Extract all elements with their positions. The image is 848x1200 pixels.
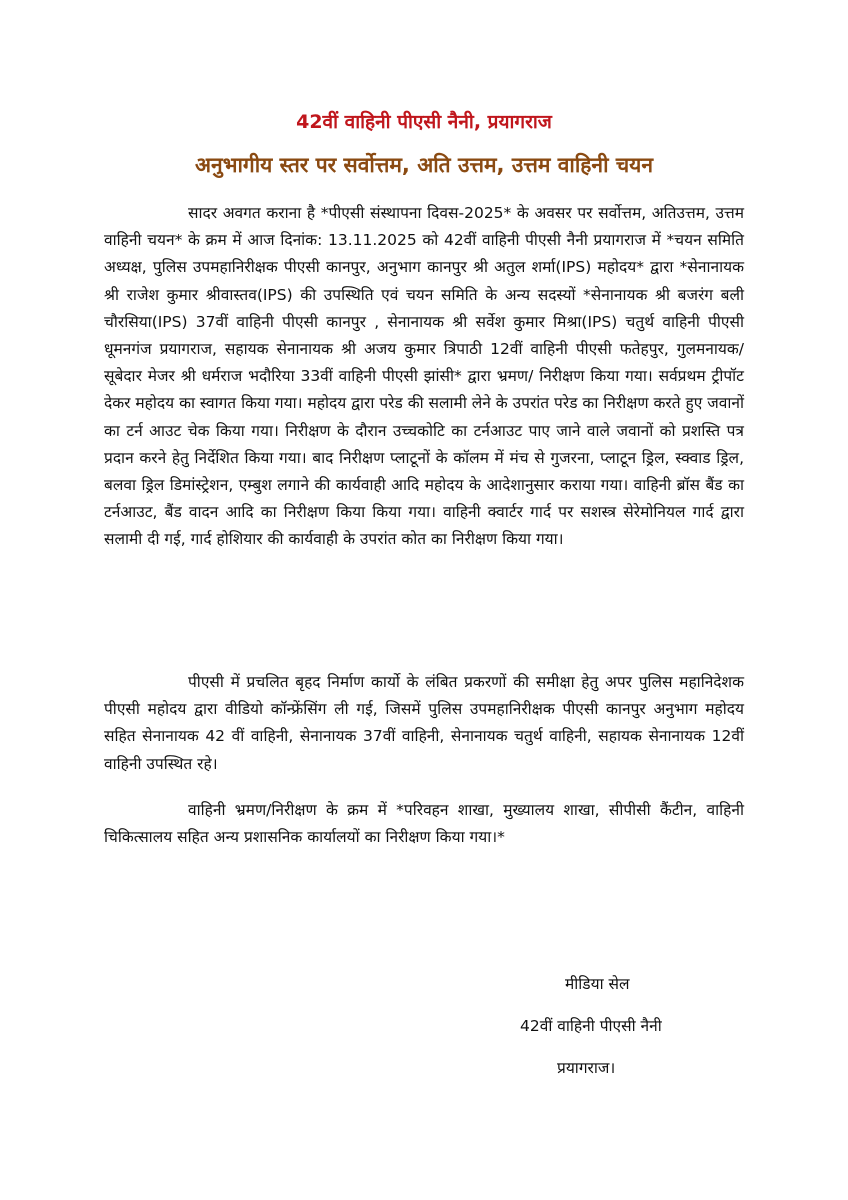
signature-line-2: 42वीं वाहिनी पीएसी नैनी — [520, 1017, 662, 1035]
page-subtitle: अनुभागीय स्तर पर सर्वोत्तम, अति उत्तम, उत्तम वाहिनी चयन — [195, 153, 653, 177]
body-paragraph-1: सादर अवगत कराना है *पीएसी संस्थापना दिवस-2025* के अवसर पर सर्वोत्तम, अतिउत्तम, उत्तम वाहिनी चयन* के क्रम में आज दिनांक: 13.11.2025 को 42वीं वाहिनी पीएसी नैनी प्रयागराज में *चयन समिति अध्यक्ष, पुलिस उपमहानिरीक्षक पीएसी कानपुर, अनुभाग कानपुर श्री अतुल शर्मा(IPS) महोदय* द्वारा *सेनानायक श्री राजेश कुमार श्रीवास्तव(IPS) की उपस्थिति एवं चयन समिति के अन्य सदस्यों *सेनानायक श्री बजरंग बली चौरसिया(IPS) 37वीं वाहिनी पीएसी कानपुर , सेनानायक श्री सर्वेश कुमार मिश्रा(IPS) चतुर्थ वाहिनी पीएसी धूमनगंज प्रयागराज, सहायक सेनानायक श्री अजय कुमार त्रिपाठी 12वीं वाहिनी पीएसी फतेहपुर, गुलमनायक/सूबेदार मेजर श्री धर्मराज भदौरिया 33वीं वाहिनी पीएसी झांसी* द्वारा भ्रमण/ निरीक्षण किया गया। सर्वप्रथम ट्रीपॉट देकर महोदय का स्वागत किया गया। महोदय द्वारा परेड की सलामी लेने के उपरांत परेड का निरीक्षण करते हुए जवानों का टर्न आउट चेक किया गया। निरीक्षण के दौरान उच्चकोटि का टर्नआउट पाए जाने वाले जवानों को प्रशस्ति पत्र प्रदान करने हेतु निर्देशित किया गया। बाद निरीक्षण प्लाटूनों के कॉलम में मंच से गुजरना, प्लाटून ड्रिल, स्क्वाड ड्रिल, बलवा ड्रिल डिमांस्ट्रेशन, एम्बुश लगाने की कार्यवाही आदि महोदय के आदेशानुसार कराया गया। वाहिनी ब्रॉस बैंड का टर्नआउट, बैंड वादन आदि का निरीक्षण किया किया गया। वाहिनी क्वार्टर गार्द पर सशस्त्र सेरेमोनियल गार्द द्वारा सलामी दी गई, गार्द होशियार की कार्यवाही के उपरांत कोत का निरीक्षण किया गया। — [104, 204, 744, 549]
page-title: 42वीं वाहिनी पीएसी नैनी, प्रयागराज — [296, 111, 552, 133]
signature-line-1: मीडिया सेल — [565, 975, 630, 993]
body-paragraph-2: पीएसी में प्रचलित बृहद निर्माण कार्यो के लंबित प्रकरणों की समीक्षा हेतु अपर पुलिस महानिदेशक पीएसी महोदय द्वारा वीडियो कॉन्फ्रेंसिंग ली गई, जिसमें पुलिस उपमहानिरीक्षक पीएसी कानपुर अनुभाग महोदय सहित सेनानायक 42 वीं वाहिनी, सेनानायक 37वीं वाहिनी, सेनानायक चतुर्थ वाहिनी, सहायक सेनानायक 12वीं वाहिनी उपस्थित रहे। — [104, 673, 744, 773]
body-paragraph-3: वाहिनी भ्रमण/निरीक्षण के क्रम में *परिवहन शाखा, मुख्यालय शाखा, सीपीसी कैंटीन, वाहिनी चिकित्सालय सहित अन्य प्रशासनिक कार्यालयों का निरीक्षण किया गया।* — [104, 801, 744, 847]
signature-line-3: प्रयागराज। — [557, 1059, 616, 1077]
